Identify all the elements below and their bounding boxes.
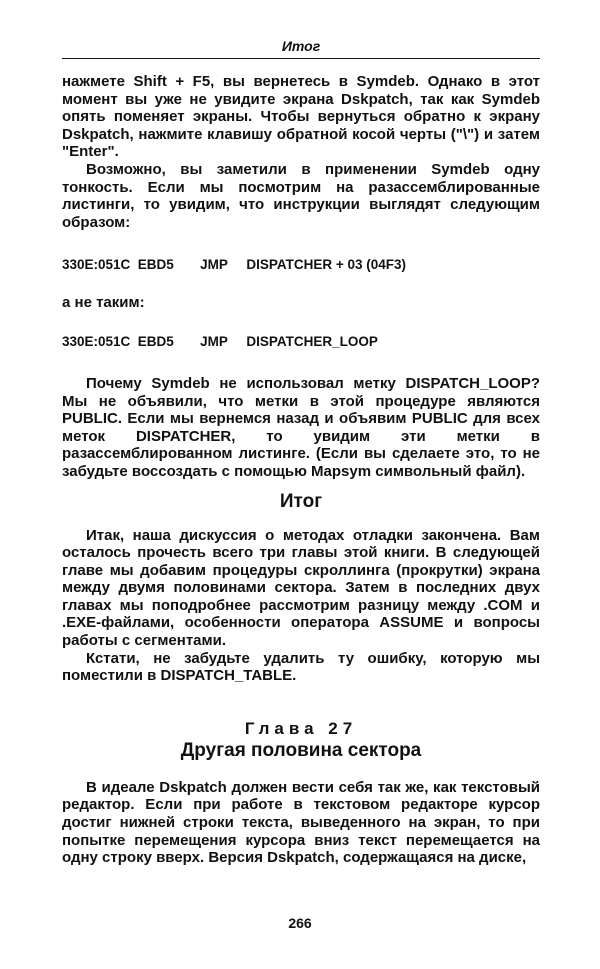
paragraph-continued: нажмете Shift + F5, вы вернетесь в Symdeb. Однако в этот момент вы уже не увидите экрана Dskpatch, так как Symdeb опять поменяет экраны. Чтобы вернуться обратно к экрану Dskpatch, нажмите клавишу обратной косой черты ("\") и затем "Enter". bbox=[62, 73, 540, 161]
running-header: Итог bbox=[281, 38, 321, 54]
paragraph-why-public: Почему Symdeb не использовал метку DISPATCH_LOOP? Мы не объявили, что метки в этой процедуре являются PUBLIC. Если мы вернемся назад и объявим PUBLIC для всех меток DISPATCHER, то увидим эти метки в разассемблированном листинге. (Если вы сделаете это, то не забудьте воссоздать с помощью Mapsym символьный файл). bbox=[62, 374, 540, 480]
section-title: Итог bbox=[279, 490, 323, 512]
paragraph-symdeb-subtlety: Возможно, вы заметили в применении Symdeb одну тонкость. Если мы посмотрим на разассемблированные листинги, то увидим, что инструкции выглядят следующим образом: bbox=[62, 160, 540, 231]
chapter-title: Другая половина сектора bbox=[180, 739, 422, 761]
paragraph-remove-bug: Кстати, не забудьте удалить ту ошибку, которую мы поместили в DISPATCH_TABLE. bbox=[62, 649, 540, 685]
code-line-disassembled: 330E:051C EBD5 JMP DISPATCHER + 03 (04F3) bbox=[62, 257, 406, 273]
text-not-like-this: а не таким: bbox=[62, 294, 145, 312]
paragraph-summary: Итак, наша дискуссия о методах отладки закончена. Вам осталось прочесть всего три главы этой книги. В следующей главе мы добавим процедуры скроллинга (прокрутки) экрана между двумя половинами сектора. Затем в последних двух главах мы поподробнее рассмотрим разницу между .COM и .EXE-файлами, особенности оператора ASSUME и вопросы работы с сегментами. bbox=[62, 526, 540, 650]
chapter-number: Глава 27 bbox=[244, 718, 358, 738]
paragraph-chapter-intro: В идеале Dskpatch должен вести себя так же, как текстовый редактор. Если при работе в текстовом редакторе курсор достиг нижней строки текста, выведенного на экран, то при попытке перемещения курсора вниз текст перемещается на одну строку вверх. Версия Dskpatch, содержащаяся на диске, bbox=[62, 778, 540, 867]
header-rule bbox=[62, 58, 540, 59]
book-page bbox=[62, 38, 540, 867]
code-line-expected: 330E:051C EBD5 JMP DISPATCHER_LOOP bbox=[62, 333, 378, 349]
page-number: 266 bbox=[288, 915, 312, 931]
